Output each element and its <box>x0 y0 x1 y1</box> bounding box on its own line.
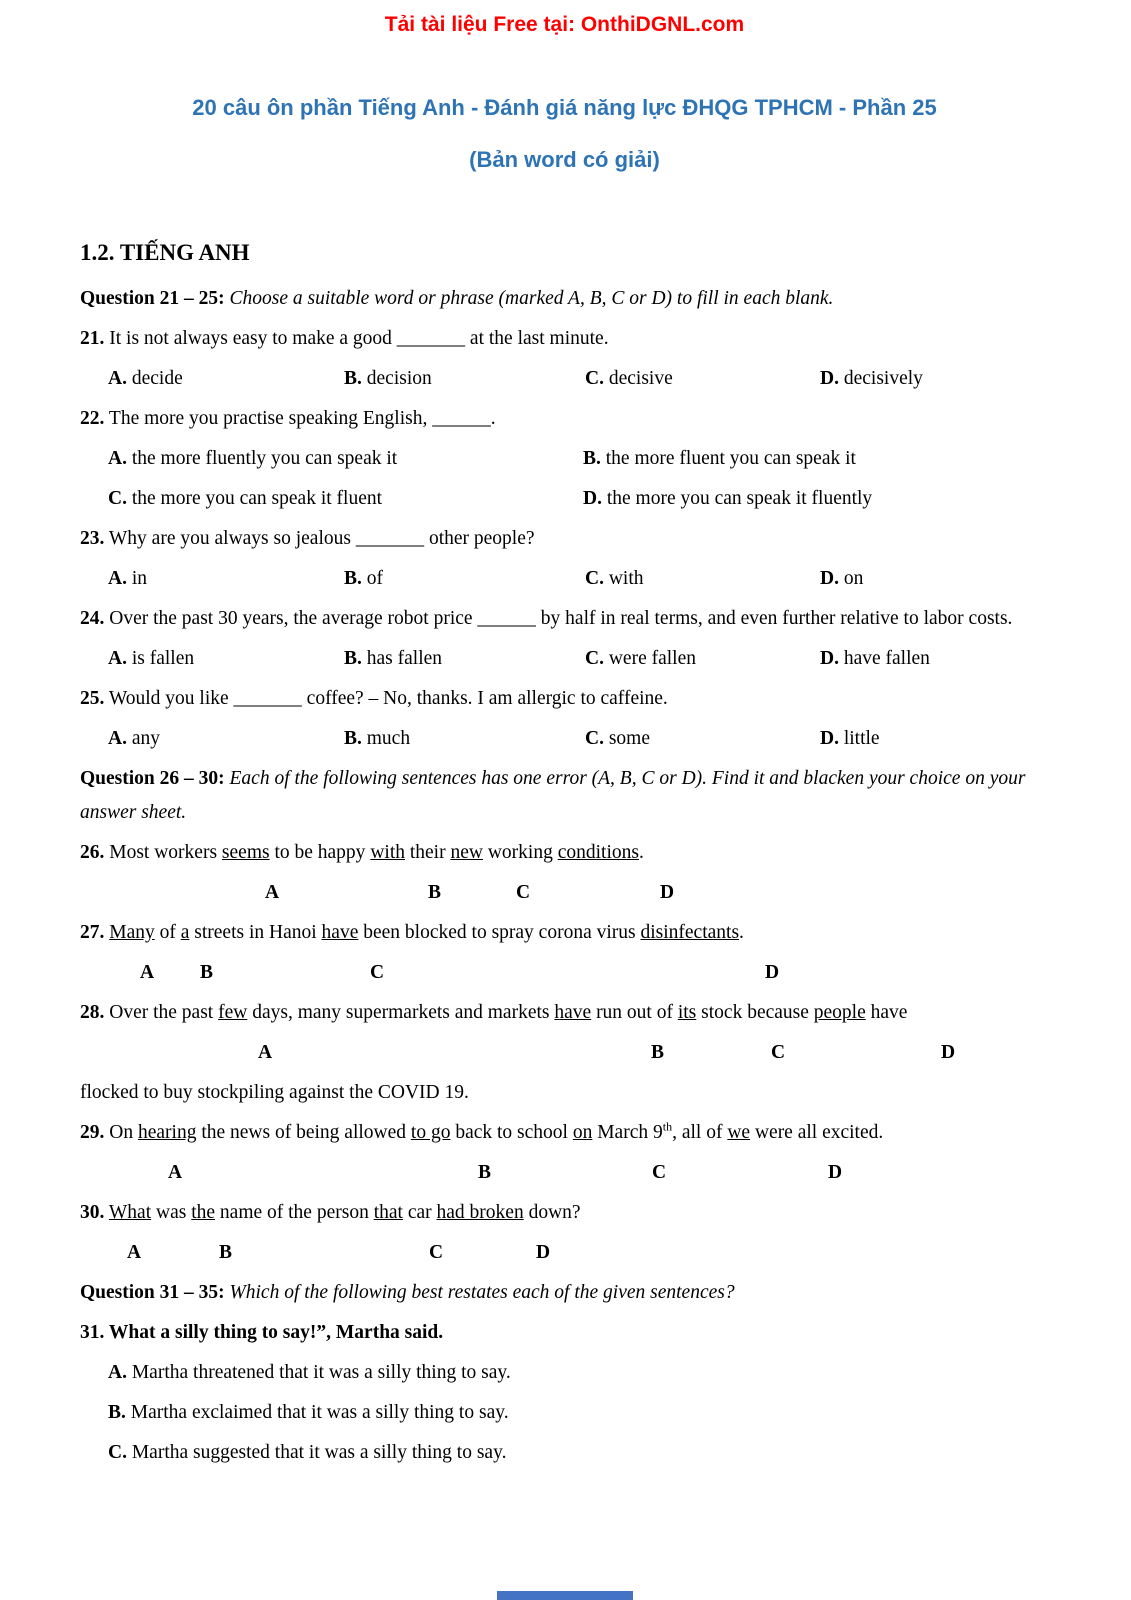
option-text: Martha suggested that it was a silly thing to say. <box>131 1442 507 1463</box>
option-a <box>108 562 344 596</box>
option-label: A. <box>108 568 127 589</box>
page-title: 20 câu ôn phần Tiếng Anh - Đánh giá năng lực ĐHQG TPHCM - Phần 25 <box>192 95 937 120</box>
sentence-segment: was <box>151 1202 192 1223</box>
option-text: the more fluently you can speak it <box>131 448 398 469</box>
underlined-segment: to go <box>410 1122 451 1143</box>
underlined-segment: What <box>108 1202 152 1223</box>
footer-image-fragment <box>497 1591 633 1600</box>
option-label: B. <box>344 728 362 749</box>
option-label: D. <box>820 568 839 589</box>
sentence-segment: of <box>154 922 181 943</box>
question-26-letter-row <box>80 876 1049 910</box>
option-d <box>820 722 1049 756</box>
underlined-segment: have <box>554 1002 592 1023</box>
option-label: A. <box>108 648 127 669</box>
option-label: A. <box>108 368 127 389</box>
letter-a: A <box>140 962 155 983</box>
underlined-segment: Many <box>109 922 155 943</box>
instruction-label: Question 26 – 30: <box>80 768 225 789</box>
option-text: the more you can speak it fluently <box>606 488 873 509</box>
question-number: 26. <box>80 842 105 863</box>
underlined-segment: we <box>727 1122 751 1143</box>
option-c <box>108 482 583 516</box>
sentence-segment: Most workers <box>109 842 222 863</box>
option-label: B. <box>344 568 362 589</box>
instruction-label: Question 31 – 35: <box>80 1282 225 1303</box>
instruction-q21-25 <box>80 282 1049 316</box>
letter-d: D <box>828 1162 843 1183</box>
option-text: the more fluent you can speak it <box>605 448 856 469</box>
question-number: 29. <box>80 1122 105 1143</box>
question-25-options <box>80 722 1049 756</box>
option-text: decision <box>366 368 432 389</box>
sentence-segment: Over the past <box>109 1002 219 1023</box>
underlined-segment: conditions <box>557 842 639 863</box>
letter-c: C <box>429 1242 444 1263</box>
question-23-options <box>80 562 1049 596</box>
option-text: is fallen <box>131 648 195 669</box>
question-28-letter-row <box>80 1036 1049 1070</box>
question-31-option-b <box>80 1396 1049 1430</box>
option-a <box>108 362 344 396</box>
option-text: decisive <box>608 368 673 389</box>
question-27-letter-row <box>80 956 1049 990</box>
underlined-segment: hearing <box>137 1122 197 1143</box>
sentence-segment: name of the person <box>215 1202 374 1223</box>
option-label: C. <box>585 568 604 589</box>
sentence-segment: , all of <box>672 1122 728 1143</box>
option-b <box>344 642 585 676</box>
option-d <box>583 482 1049 516</box>
sentence-segment: their <box>404 842 451 863</box>
question-number: 28. <box>80 1002 105 1023</box>
underlined-segment: with <box>370 842 405 863</box>
question-text: It is not always easy to make a good _______ at the last minute. <box>109 328 609 349</box>
option-text: decisively <box>843 368 923 389</box>
section-heading: 1.2. TIẾNG ANH <box>80 240 250 265</box>
question-26-sentence <box>80 836 1049 870</box>
option-text: some <box>608 728 651 749</box>
sentence-segment: back to school <box>450 1122 573 1143</box>
option-text: on <box>843 568 864 589</box>
sentence-segment: On <box>109 1122 138 1143</box>
question-24 <box>80 602 1049 636</box>
letter-d: D <box>660 882 675 903</box>
sentence-segment: have <box>865 1002 908 1023</box>
option-text: with <box>608 568 644 589</box>
question-number: 31. <box>80 1322 105 1343</box>
instruction-text: Each of the following sentences has one error (A, B, C or D). Find it and blacken your choice on your answer sheet. <box>80 768 1026 823</box>
letter-b: B <box>651 1042 665 1063</box>
underlined-segment: that <box>373 1202 403 1223</box>
option-c <box>585 362 820 396</box>
option-text: has fallen <box>366 648 443 669</box>
option-text: decide <box>131 368 183 389</box>
question-27-sentence <box>80 916 1049 950</box>
option-label: C. <box>108 1442 127 1463</box>
underlined-segment: disinfectants <box>640 922 740 943</box>
question-24-options <box>80 642 1049 676</box>
sentence-segment: the news of being allowed <box>196 1122 411 1143</box>
sentence-segment: stock because <box>696 1002 814 1023</box>
option-text: have fallen <box>843 648 930 669</box>
superscript-th: th <box>662 1119 673 1134</box>
question-text: What a silly thing to say!”, Martha said. <box>108 1322 444 1343</box>
question-text: Over the past 30 years, the average robot price ______ by half in real terms, and even further relative to labor costs. <box>109 608 1013 629</box>
letter-a: A <box>168 1162 183 1183</box>
question-30-sentence <box>80 1196 1049 1230</box>
option-c <box>585 642 820 676</box>
option-d <box>820 362 1049 396</box>
option-label: D. <box>583 488 602 509</box>
site-header: Tải tài liệu Free tại: OnthiDGNL.com <box>384 13 745 36</box>
question-22 <box>80 402 1049 436</box>
sentence-segment: car <box>402 1202 437 1223</box>
option-label: C. <box>585 368 604 389</box>
letter-d: D <box>765 962 780 983</box>
option-c <box>585 562 820 596</box>
underlined-segment: on <box>572 1122 593 1143</box>
option-label: B. <box>344 368 362 389</box>
letter-c: C <box>370 962 385 983</box>
question-31-option-c <box>80 1436 1049 1470</box>
question-31 <box>80 1316 1049 1350</box>
option-label: B. <box>344 648 362 669</box>
letter-c: C <box>652 1162 667 1183</box>
underlined-segment: have <box>321 922 359 943</box>
underlined-segment: had broken <box>436 1202 524 1223</box>
option-text: the more you can speak it fluent <box>131 488 383 509</box>
option-label: A. <box>108 448 127 469</box>
option-label: A. <box>108 1362 127 1383</box>
option-b <box>344 722 585 756</box>
option-c <box>585 722 820 756</box>
instruction-text: Which of the following best restates each of the given sentences? <box>229 1282 735 1303</box>
option-a <box>108 642 344 676</box>
question-22-options-row2 <box>80 482 1049 516</box>
question-text: The more you practise speaking English, ______. <box>108 408 496 429</box>
option-text: of <box>366 568 384 589</box>
sentence-segment: down? <box>523 1202 581 1223</box>
question-22-options-row1 <box>80 442 1049 476</box>
sentence-segment: were all excited. <box>750 1122 884 1143</box>
question-31-option-a <box>80 1356 1049 1390</box>
letter-b: B <box>200 962 214 983</box>
option-label: C. <box>108 488 127 509</box>
option-b <box>344 362 585 396</box>
sentence-segment: to be happy <box>269 842 371 863</box>
question-28-sentence <box>80 996 1049 1030</box>
question-text: Would you like _______ coffee? – No, thanks. I am allergic to caffeine. <box>108 688 668 709</box>
option-text: much <box>366 728 411 749</box>
option-label: D. <box>820 368 839 389</box>
question-number: 25. <box>80 688 105 709</box>
question-number: 23. <box>80 528 105 549</box>
option-text: Martha threatened that it was a silly thing to say. <box>131 1362 511 1383</box>
letter-b: B <box>428 882 442 903</box>
underlined-segment: the <box>191 1202 216 1223</box>
question-23 <box>80 522 1049 556</box>
option-label: C. <box>585 728 604 749</box>
option-label: C. <box>585 648 604 669</box>
letter-d: D <box>536 1242 551 1263</box>
option-text: little <box>843 728 880 749</box>
sentence-segment: run out of <box>591 1002 678 1023</box>
question-25 <box>80 682 1049 716</box>
letter-c: C <box>516 882 531 903</box>
question-text: Why are you always so jealous _______ other people? <box>108 528 535 549</box>
question-number: 22. <box>80 408 105 429</box>
sentence-segment: days, many supermarkets and markets <box>247 1002 555 1023</box>
option-b <box>344 562 585 596</box>
letter-a: A <box>127 1242 142 1263</box>
page-subtitle: (Bản word có giải) <box>469 147 660 172</box>
question-number: 24. <box>80 608 105 629</box>
underlined-segment: people <box>813 1002 866 1023</box>
option-d <box>820 642 1049 676</box>
option-text: Martha exclaimed that it was a silly thing to say. <box>130 1402 509 1423</box>
option-d <box>820 562 1049 596</box>
question-29-letter-row <box>80 1156 1049 1190</box>
sentence-segment: streets in Hanoi <box>189 922 322 943</box>
instruction-q31-35 <box>80 1276 1049 1310</box>
letter-d: D <box>941 1042 956 1063</box>
sentence-segment: working <box>482 842 558 863</box>
option-a <box>108 722 344 756</box>
question-number: 30. <box>80 1202 105 1223</box>
instruction-q26-30 <box>80 762 1049 830</box>
letter-c: C <box>771 1042 786 1063</box>
underlined-segment: its <box>677 1002 697 1023</box>
option-b <box>583 442 1049 476</box>
sentence-segment: . <box>638 842 644 863</box>
option-label: B. <box>108 1402 126 1423</box>
option-label: B. <box>583 448 601 469</box>
letter-b: B <box>219 1242 233 1263</box>
option-label: D. <box>820 728 839 749</box>
underlined-segment: a <box>180 922 190 943</box>
underlined-segment: new <box>450 842 483 863</box>
option-label: A. <box>108 728 127 749</box>
option-text: were fallen <box>608 648 696 669</box>
instruction-text: Choose a suitable word or phrase (marked A, B, C or D) to fill in each blank. <box>229 288 834 309</box>
letter-a: A <box>265 882 280 903</box>
question-30-letter-row <box>80 1236 1049 1270</box>
question-21 <box>80 322 1049 356</box>
sentence-segment: been blocked to spray corona virus <box>358 922 641 943</box>
option-a <box>108 442 583 476</box>
option-label: D. <box>820 648 839 669</box>
question-number: 27. <box>80 922 105 943</box>
sentence-segment: . <box>739 922 744 943</box>
underlined-segment: few <box>218 1002 248 1023</box>
question-21-options <box>80 362 1049 396</box>
question-number: 21. <box>80 328 105 349</box>
question-29-sentence <box>80 1116 1049 1150</box>
sentence-segment: March 9 <box>592 1122 663 1143</box>
letter-b: B <box>478 1162 492 1183</box>
option-text: any <box>131 728 160 749</box>
option-text: in <box>131 568 148 589</box>
letter-a: A <box>258 1042 273 1063</box>
instruction-label: Question 21 – 25: <box>80 288 225 309</box>
underlined-segment: seems <box>221 842 270 863</box>
question-28-continuation: flocked to buy stockpiling against the COVID 19. <box>80 1082 469 1103</box>
